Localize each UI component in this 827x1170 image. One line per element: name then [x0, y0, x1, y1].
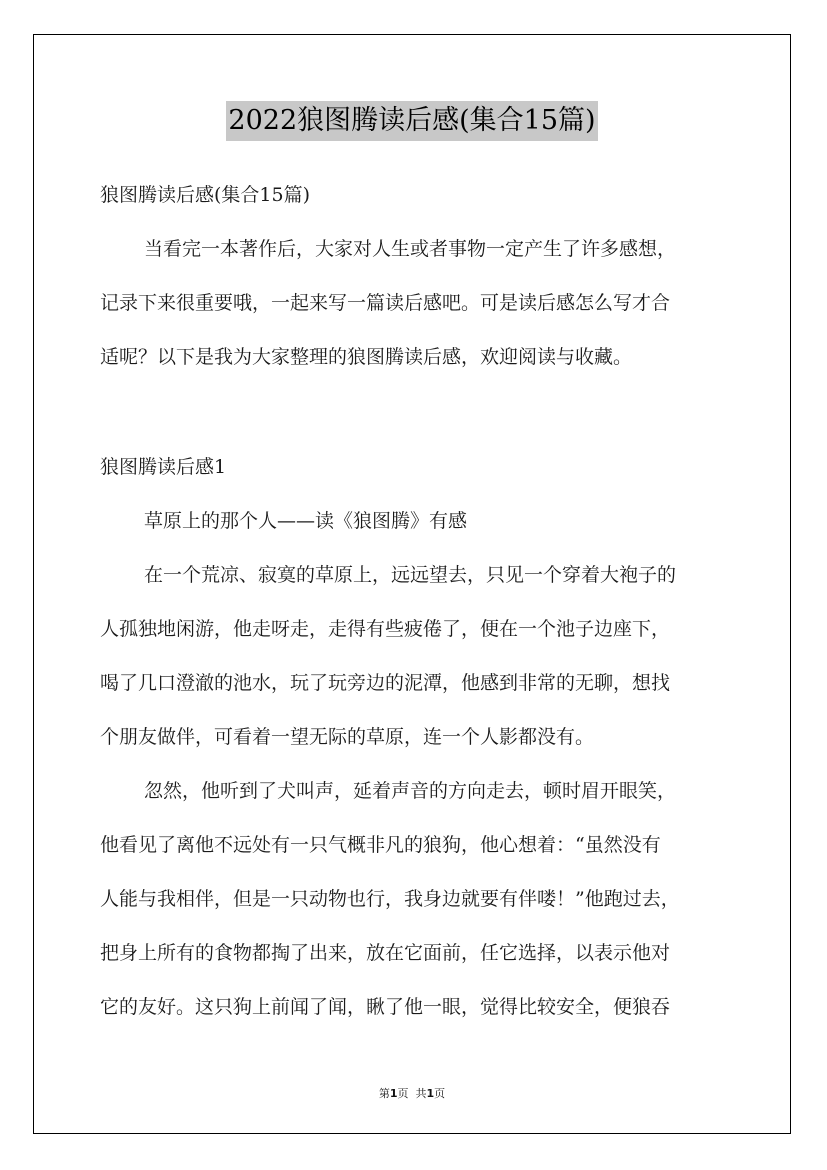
paragraph-line: 人能与我相伴，但是一只动物也行，我身边就要有伴喽！”他跑过去，: [100, 888, 680, 910]
intro-line: 适呢？以下是我为大家整理的狼图腾读后感，欢迎阅读与收藏。: [100, 346, 633, 368]
total-pages: 1: [426, 1087, 435, 1100]
subtitle: 狼图腾读后感(集合15篇): [100, 184, 311, 206]
paragraph-line: 他看见了离他不远处有一只气概非凡的狼狗，他心想着：“虽然没有: [100, 834, 661, 856]
title-container: [34, 101, 790, 141]
paragraph-line: 把身上所有的食物都掏了出来，放在它面前，任它选择，以表示他对: [100, 942, 671, 964]
page-number: 1: [389, 1087, 398, 1100]
paragraph-line: 它的友好。这只狗上前闻了闻，瞅了他一眼，觉得比较安全，便狼吞: [100, 996, 671, 1018]
paragraph-line: 在一个荒凉、寂寞的草原上，远远望去，只见一个穿着大袍子的: [144, 564, 677, 586]
intro-line: 记录下来很重要哦，一起来写一篇读后感吧。可是读后感怎么写才合: [100, 292, 671, 314]
total-prefix: 共: [415, 1087, 427, 1100]
page-suffix: 页: [397, 1087, 409, 1100]
document-title: 2022狼图腾读后感(集合15篇): [226, 101, 597, 141]
paragraph-line: 人孤独地闲游，他走呀走，走得有些疲倦了，便在一个池子边座下，: [100, 618, 671, 640]
section-heading: 狼图腾读后感1: [100, 456, 227, 478]
essay-title: 草原上的那个人——读《狼图腾》有感: [144, 510, 468, 532]
document-page: [33, 34, 791, 1134]
page-footer: [34, 1085, 790, 1101]
paragraph-line: 喝了几口澄澈的池水，玩了玩旁边的泥潭，他感到非常的无聊，想找: [100, 672, 671, 694]
intro-line: 当看完一本著作后，大家对人生或者事物一定产生了许多感想，: [144, 238, 677, 260]
page-prefix: 第: [378, 1087, 390, 1100]
total-suffix: 页: [434, 1087, 446, 1100]
paragraph-line: 忽然，他听到了犬叫声，延着声音的方向走去，顿时眉开眼笑，: [144, 780, 677, 802]
paragraph-line: 个朋友做伴，可看着一望无际的草原，连一个人影都没有。: [100, 726, 595, 748]
